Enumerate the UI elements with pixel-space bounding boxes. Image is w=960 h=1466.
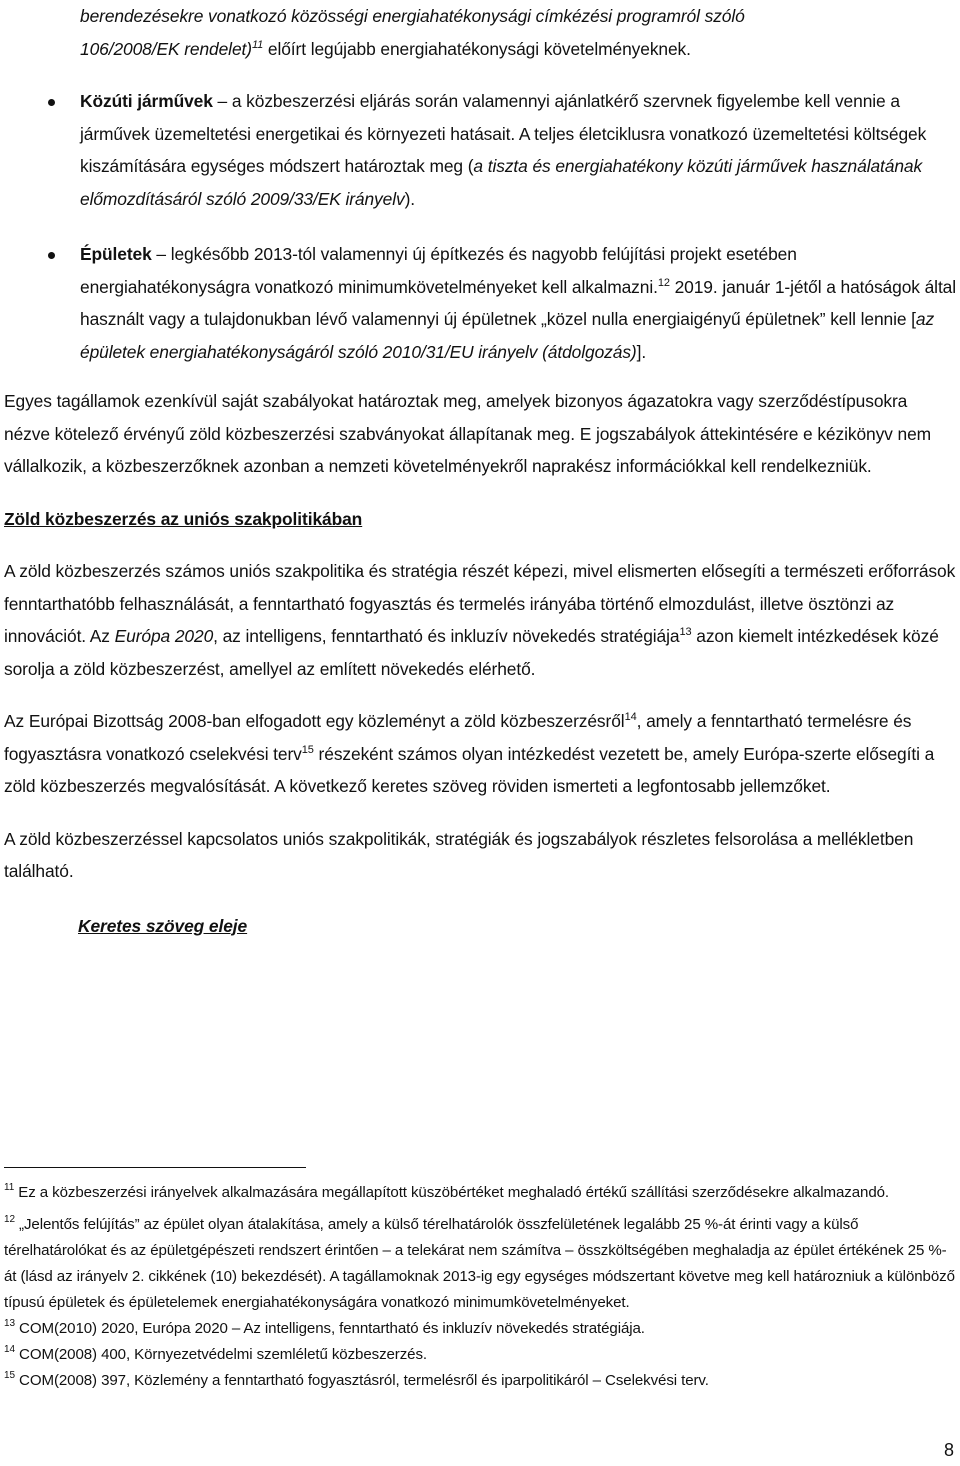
footnote-text: COM(2008) 400, Környezetvédelmi szemléletű közbeszerzés. <box>14 1346 428 1363</box>
intro-line1: berendezésekre vonatkozó közösségi energiahatékonysági címkézési programról szóló <box>80 6 745 26</box>
para3-c: részeként számos olyan intézkedést vezetett be, amely Európa-szerte elősegíti a zöld közbeszerzés megvalósítását. A következő keretes szöveg röviden ismerteti a legfontosabb jellemzőket. <box>4 743 935 796</box>
bullet-icon <box>48 99 55 106</box>
footnote-ref-13[interactable]: 13 <box>679 626 692 638</box>
footnotes <box>4 1180 956 1394</box>
para2-a: A zöld közbeszerzés számos uniós szakpolitika és stratégia részét képezi, mivel elismerten elősegíti a természeti erőforrások fenntarthatóbb felhasználását, a fenntartható fogyasztás és termelés irányába történő elmozdulást, illetve ösztönzi az innovációt. Az <box>4 561 956 646</box>
bullet-text: – a közbeszerzési eljárás során valamennyi ajánlatkérő szervnek figyelembe kell vennie a járművek üzemeltetési energetikai és környezeti hatásait. A teljes életciklusra vonatkozó üzemeltetési költségek kiszámítására egységes módszert határoztak meg ( <box>80 91 927 176</box>
bullet-end: ]. <box>636 341 647 362</box>
footnote-divider <box>4 1167 306 1168</box>
bullet-text: – legkésőbb 2013-tól valamennyi új építkezés és nagyobb felújítási projekt esetében energiahatékonyságra vonatkozó minimumkövetelményeket kell alkalmazni. <box>80 244 797 297</box>
box-heading: Keretes szöveg eleje <box>78 915 248 936</box>
footnote-ref-15[interactable]: 15 <box>301 743 314 756</box>
bullet-ref: a tiszta és energiahatékony közúti járművek használatának előmozdításáról szóló 2009/33/EK irányelv <box>80 156 923 209</box>
footnote-text: COM(2008) 397, Közlemény a fenntartható fogyasztásról, termelésről és iparpolitikáról – Cselekvési terv. <box>14 1372 709 1389</box>
paragraph-annex: A zöld közbeszerzéssel kapcsolatos uniós szakpolitikák, stratégiák és jogszabályok részletes felsorolása a mellékletben található. <box>4 828 914 881</box>
footnote-11 <box>4 1180 956 1206</box>
footnote-15 <box>4 1368 956 1394</box>
footnote-ref-11[interactable]: 11 <box>251 38 264 51</box>
footnote-number: 12 <box>4 1214 15 1225</box>
footnote-ref-12[interactable]: 12 <box>657 276 670 289</box>
footnote-number: 14 <box>4 1344 15 1355</box>
footnote-13 <box>4 1316 956 1342</box>
page-number: 8 <box>943 1440 954 1460</box>
intro-continuation <box>4 0 956 65</box>
bullet-vehicles <box>4 85 956 215</box>
bullet-lead: Épületek <box>80 244 152 264</box>
footnote-14 <box>4 1342 956 1368</box>
footnote-text: „Jelentős felújítás” az épület olyan átalakítása, amely a külső térelhatárolók összfelületének legalább 25 %-át érinti vagy a külső térelhatárolókat és az épületgépészeti rendszert érintően – a telekárat nem számítva – összköltségében meghaladja az épület értékének 25 %-át (lásd az irányelv 2. cikkének (10) bekezdését). A tagállamoknak 2013-ig egy egységes módszertant követve meg kell határozniuk a különböző típusú épületek és épületelemek energiahatékonyságára vonatkozó minimumkövetelményeket. <box>4 1216 955 1311</box>
bullet-end: ). <box>404 188 416 209</box>
intro-line2: 106/2008/EK rendelet) <box>80 38 252 59</box>
footnote-text: Ez a közbeszerzési irányelvek alkalmazására megállapított küszöbértéket meghaladó értékű szállítási szerződésekre alkalmazandó. <box>14 1184 890 1201</box>
bullet-icon <box>48 252 55 259</box>
para3-b: , amely a fenntartható termelésre és fogyasztásra vonatkozó cselekvési terv <box>4 711 912 764</box>
para3-a: Az Európai Bizottság 2008-ban elfogadott egy közleményt a zöld közbeszerzésről <box>4 711 625 731</box>
para2-c: azon kiemelt intézkedések közé sorolja a zöld közbeszerzést, amellyel az említett növekedés elérhető. <box>4 626 939 679</box>
bullet-lead: Közúti járművek <box>80 91 213 111</box>
section-heading: Zöld közbeszerzés az uniós szakpolitikában <box>4 508 363 529</box>
para2-b: , az intelligens, fenntartható és inkluzív növekedés stratégiája <box>213 626 680 646</box>
paragraph-commission <box>4 705 956 803</box>
footnote-ref-14[interactable]: 14 <box>624 711 637 723</box>
footnote-number: 15 <box>4 1370 15 1381</box>
footnote-number: 11 <box>4 1182 15 1193</box>
footnote-text: COM(2010) 2020, Európa 2020 – Az intelligens, fenntartható és inkluzív növekedés stratégiája. <box>14 1320 645 1337</box>
paragraph-member-states: Egyes tagállamok ezenkívül saját szabályokat határoztak meg, amelyek bizonyos ágazatokra vagy szerződéstípusokra nézve kötelező érvényű zöld közbeszerzési szabványokat állapítanak meg. E jogszabályok áttekintésére e kézikönyv nem vállalkozik, a közbeszerzőknek azonban a nemzeti követelményekről naprakész információkkal kell rendelkezniük. <box>4 391 932 476</box>
bullet-text2: 2019. január 1-jétől a hatóságok által használt vagy a tulajdonukban lévő valamennyi új épületnek „közel nulla energiaigényű épületnek” kell lennie [ <box>80 276 957 329</box>
intro-after: előírt legújabb energiahatékonysági követelményeknek. <box>263 38 691 59</box>
document-body <box>4 0 956 942</box>
bullet-buildings <box>4 238 956 368</box>
footnote-12 <box>4 1212 956 1316</box>
footnote-number: 13 <box>4 1318 15 1329</box>
para2-italic: Európa 2020 <box>114 626 214 646</box>
bullet-ref: az épületek energiahatékonyságáról szóló 2010/31/EU irányelv (átdolgozás) <box>80 309 935 362</box>
paragraph-eu-policy <box>4 555 956 685</box>
